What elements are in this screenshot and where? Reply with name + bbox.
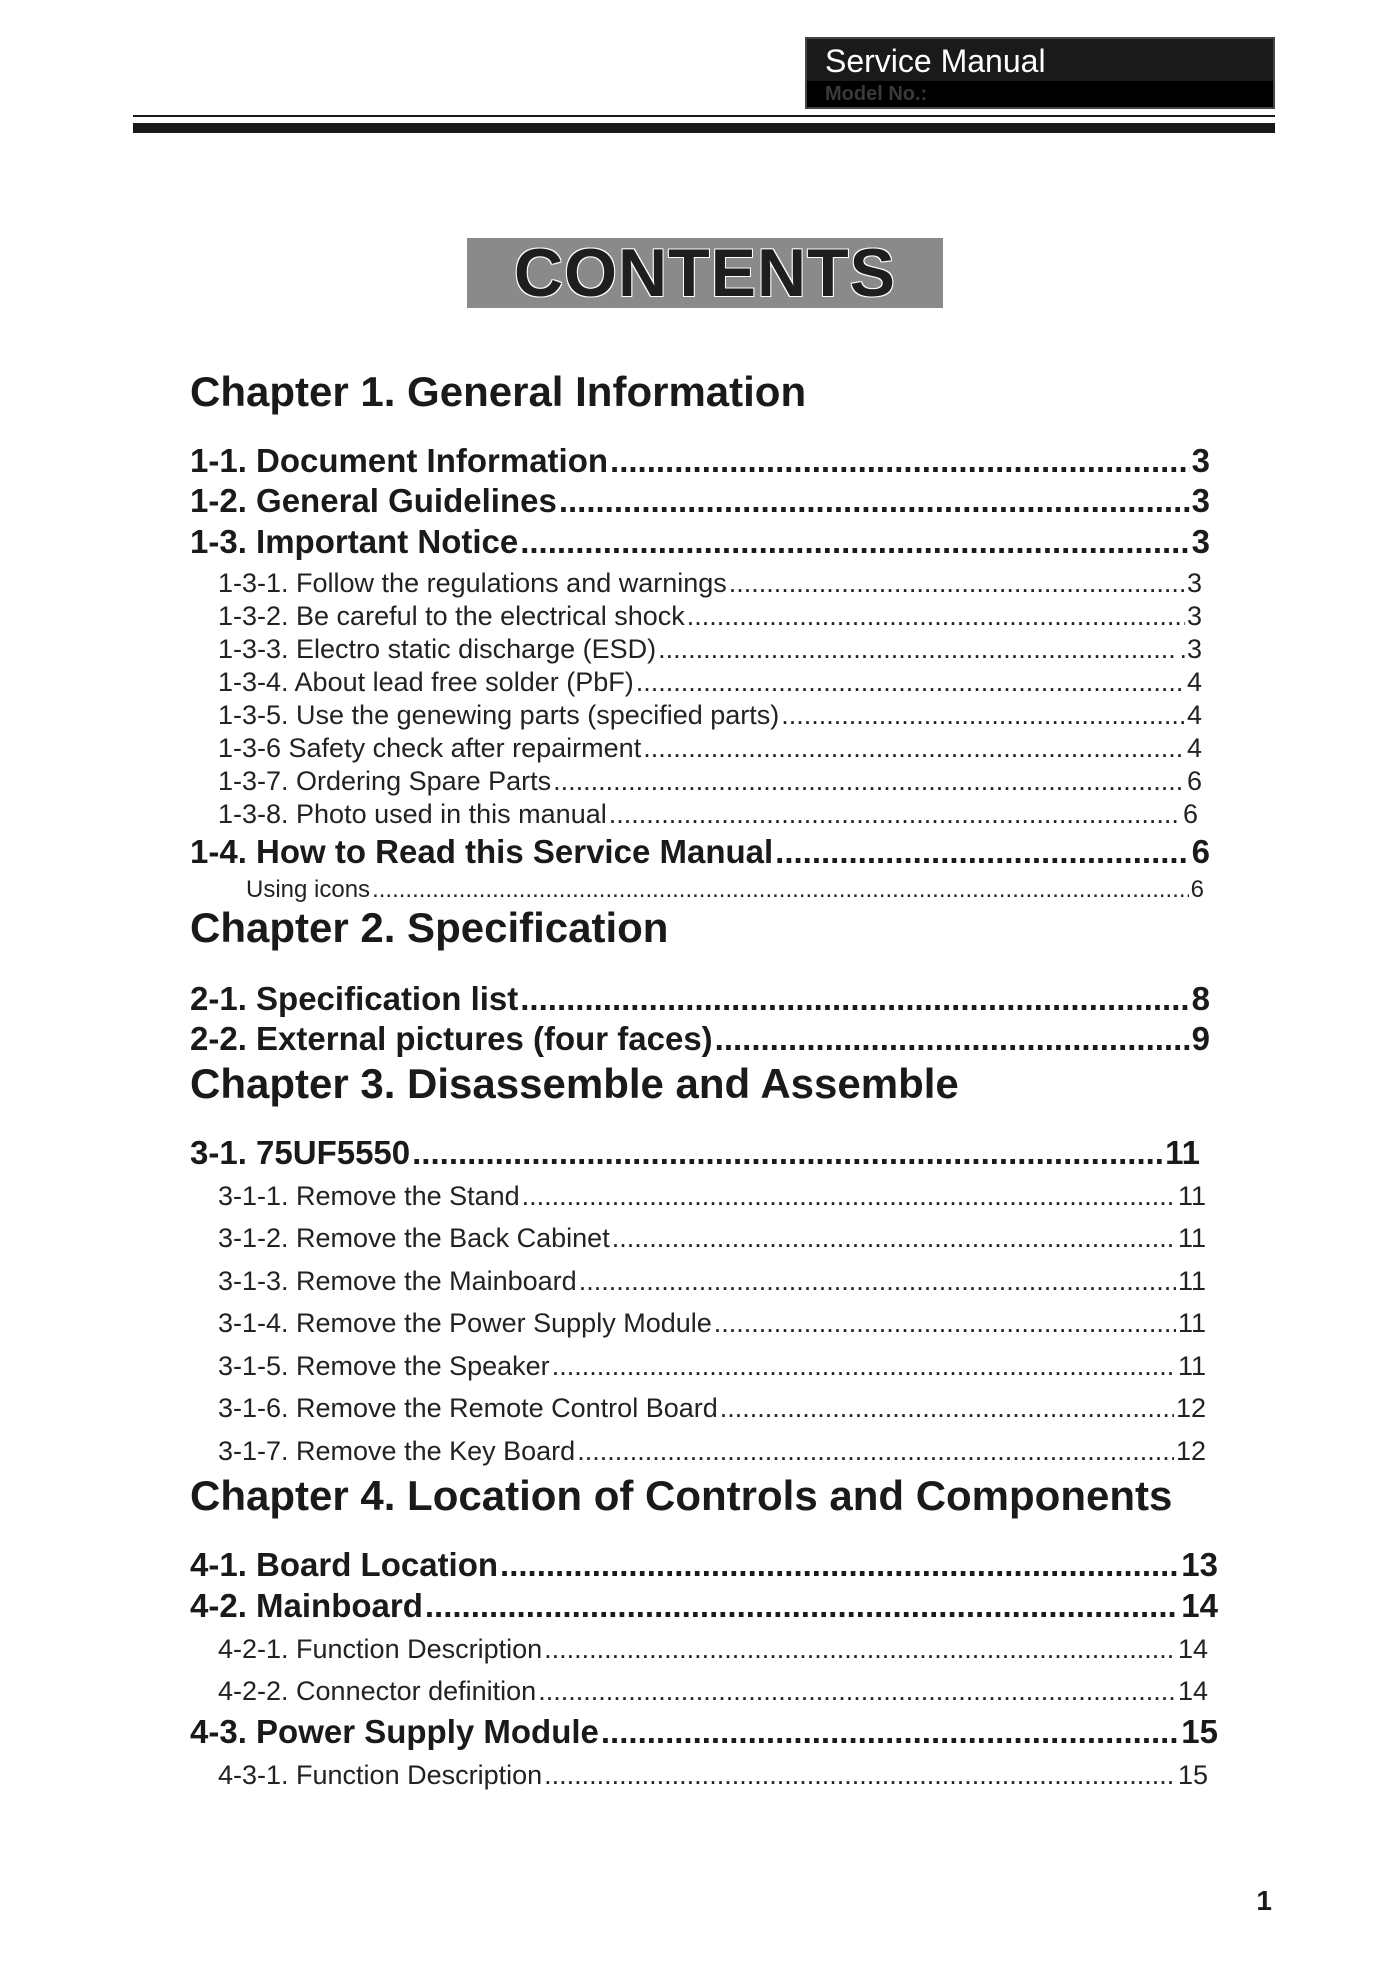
dot-leader — [579, 1266, 1176, 1297]
toc-entry-using-icons[interactable] — [246, 876, 1204, 904]
toc-entry-1-2[interactable] — [190, 482, 1210, 520]
toc-page-number: 6 — [1190, 876, 1204, 903]
toc-entry-2-1[interactable] — [190, 980, 1210, 1018]
toc-page-number: 14 — [1177, 1676, 1208, 1706]
toc-page-number: 11 — [1177, 1181, 1206, 1211]
dot-leader — [643, 733, 1185, 764]
toc-entry-1-3-5[interactable] — [218, 700, 1202, 731]
toc-entry-text: 3-1-2. Remove the Back Cabinet — [218, 1223, 610, 1253]
dot-leader — [612, 1223, 1176, 1254]
toc-entry-1-3-4[interactable] — [218, 667, 1202, 698]
toc-entry-3-1-7[interactable] — [218, 1436, 1206, 1467]
dot-leader — [412, 1134, 1163, 1172]
toc-entry-text: 4-3. Power Supply Module — [190, 1713, 599, 1750]
dot-leader — [577, 1436, 1174, 1467]
toc-entry-4-2-2[interactable] — [218, 1676, 1208, 1707]
toc-entry-text: 3-1-4. Remove the Power Supply Module — [218, 1308, 712, 1338]
dot-leader — [520, 980, 1189, 1018]
toc-entry-text: 4-2. Mainboard — [190, 1587, 423, 1624]
toc-entry-text: 3-1-6. Remove the Remote Control Board — [218, 1393, 718, 1423]
dot-leader — [775, 833, 1189, 871]
dot-leader — [658, 634, 1177, 665]
toc-entry-4-3[interactable] — [190, 1713, 1218, 1751]
toc-page-number: 15 — [1181, 1713, 1218, 1750]
toc-entry-1-3-6[interactable] — [218, 733, 1202, 764]
toc-entry-text: 1-3-4. About lead free solder (PbF) — [218, 667, 634, 697]
toc-entry-1-3-8[interactable] — [218, 799, 1198, 830]
dot-leader — [687, 601, 1185, 632]
model-number-label: Model No.: — [807, 81, 1273, 107]
toc-entry-text: 1-3-5. Use the genewing parts (specified parts) — [218, 700, 780, 730]
toc-entry-text: 1-3-1. Follow the regulations and warnings — [218, 568, 727, 598]
toc-entry-text: 1-1. Document Information — [190, 442, 609, 479]
chapter-2-title: Chapter 2. Specification — [190, 904, 669, 951]
page-number: 1 — [1256, 1885, 1272, 1916]
toc-entry-text: 4-2-2. Connector definition — [218, 1676, 537, 1706]
toc-entry-text: 2-2. External pictures (four faces) — [190, 1020, 713, 1057]
toc-page-number: 11 — [1177, 1308, 1206, 1338]
toc-page-number: 11 — [1165, 1134, 1200, 1171]
contents-banner — [467, 235, 943, 311]
toc-page-number: 11 — [1177, 1223, 1206, 1253]
toc-entry-2-2[interactable] — [190, 1020, 1210, 1058]
dot-leader — [636, 667, 1185, 698]
toc-entry-text: 3-1-1. Remove the Stand — [218, 1181, 520, 1211]
toc-entry-text: 1-2. General Guidelines — [190, 482, 557, 519]
toc-entry-text: 1-3-7. Ordering Spare Parts — [218, 766, 552, 796]
dot-leader — [538, 1676, 1176, 1707]
dot-leader — [610, 442, 1190, 480]
toc-page-number: 3 — [1191, 482, 1210, 519]
toc-entry-3-1-1[interactable] — [218, 1181, 1206, 1212]
dot-leader — [559, 482, 1190, 520]
toc-entry-4-1[interactable] — [190, 1546, 1218, 1584]
toc-entry-3-1[interactable] — [190, 1134, 1200, 1172]
header-title: Service Manual — [825, 43, 1046, 79]
chapter-4-title: Chapter 4. Location of Controls and Components — [190, 1472, 1173, 1519]
dot-leader — [372, 876, 1189, 904]
dot-leader — [522, 1181, 1176, 1212]
toc-page-number: 11 — [1177, 1351, 1206, 1381]
toc-entry-4-2-1[interactable] — [218, 1634, 1208, 1665]
dot-leader — [544, 1634, 1176, 1665]
dot-leader — [552, 1351, 1176, 1382]
dot-leader — [609, 799, 1181, 830]
toc-page-number: 6 — [1182, 799, 1198, 829]
toc-page-number: 12 — [1175, 1393, 1206, 1423]
toc-entry-3-1-5[interactable] — [218, 1351, 1206, 1382]
toc-entry-text: 1-4. How to Read this Service Manual — [190, 833, 774, 870]
toc-entry-1-3[interactable] — [190, 523, 1210, 561]
toc-entry-3-1-4[interactable] — [218, 1308, 1206, 1339]
toc-entry-4-2[interactable] — [190, 1587, 1218, 1625]
toc-entry-1-3-3[interactable] — [218, 634, 1202, 665]
toc-page-number: 8 — [1191, 980, 1210, 1017]
dot-leader — [500, 1546, 1179, 1584]
toc-page-number: 3 — [1186, 601, 1202, 631]
toc-page-number: 4 — [1186, 667, 1202, 697]
chapter-3-title: Chapter 3. Disassemble and Assemble — [190, 1060, 959, 1107]
toc-entry-1-3-1[interactable] — [218, 568, 1202, 599]
dot-leader — [781, 700, 1185, 731]
toc-page-number: .3 — [1179, 634, 1202, 664]
header-rule-thin — [133, 115, 1275, 117]
toc-entry-text: Using icons — [246, 876, 371, 903]
dot-leader — [714, 1308, 1176, 1339]
toc-page-number: 13 — [1181, 1546, 1218, 1583]
dot-leader — [544, 1760, 1176, 1791]
dot-leader — [520, 523, 1189, 561]
toc-page-number: 15 — [1177, 1760, 1208, 1790]
toc-entry-text: 3-1-7. Remove the Key Board — [218, 1436, 576, 1466]
toc-entry-text: 1-3-2. Be careful to the electrical shock — [218, 601, 685, 631]
toc-entry-text: 4-1. Board Location — [190, 1546, 499, 1583]
toc-entry-text: 4-3-1. Function Description — [218, 1760, 543, 1790]
toc-entry-text: 3-1. 75UF5550 — [190, 1134, 411, 1171]
toc-entry-1-4[interactable] — [190, 833, 1210, 871]
toc-entry-4-3-1[interactable] — [218, 1760, 1208, 1791]
toc-entry-text: 3-1-3. Remove the Mainboard — [218, 1266, 577, 1296]
toc-entry-3-1-3[interactable] — [218, 1266, 1206, 1297]
dot-leader — [425, 1587, 1179, 1625]
toc-entry-1-1[interactable] — [190, 442, 1210, 480]
chapter-1-title: Chapter 1. General Information — [190, 368, 807, 415]
toc-entry-text: 4-2-1. Function Description — [218, 1634, 543, 1664]
toc-page-number: 11 — [1177, 1266, 1206, 1296]
toc-entry-text: 2-1. Specification list — [190, 980, 519, 1017]
header-rule-thick — [133, 123, 1275, 133]
toc-entry-text: 1-3. Important Notice — [190, 523, 519, 560]
dot-leader — [553, 766, 1185, 797]
toc-entry-text: 1-3-8. Photo used in this manual — [218, 799, 607, 829]
toc-page-number: 4 — [1186, 733, 1202, 763]
toc-entry-3-1-2[interactable] — [218, 1223, 1206, 1254]
toc-entry-1-3-7[interactable] — [218, 766, 1202, 797]
toc-page-number: 6 — [1191, 833, 1210, 870]
toc-page-number: 9 — [1191, 1020, 1210, 1057]
toc-page-number: 3 — [1186, 568, 1202, 598]
toc-page-number: 14 — [1177, 1634, 1208, 1664]
toc-entry-3-1-6[interactable] — [218, 1393, 1206, 1424]
dot-leader — [601, 1713, 1179, 1751]
dot-leader — [729, 568, 1185, 599]
dot-leader — [715, 1020, 1190, 1058]
toc-page-number: 12 — [1175, 1436, 1206, 1466]
header-box — [805, 37, 1275, 109]
toc-page-number: 6 — [1186, 766, 1202, 796]
contents-title: CONTENTS — [514, 235, 896, 311]
dot-leader — [720, 1393, 1174, 1424]
toc-entry-text: 1-3-6 Safety check after repairment — [218, 733, 642, 763]
toc-page-number: 3 — [1191, 523, 1210, 560]
toc-entry-1-3-2[interactable] — [218, 601, 1202, 632]
toc-page-number: 4 — [1186, 700, 1202, 730]
toc-entry-text: 3-1-5. Remove the Speaker — [218, 1351, 550, 1381]
toc-page-number: 3 — [1191, 442, 1210, 479]
toc-page-number: 14 — [1181, 1587, 1218, 1624]
toc-entry-text: 1-3-3. Electro static discharge (ESD) — [218, 634, 657, 664]
